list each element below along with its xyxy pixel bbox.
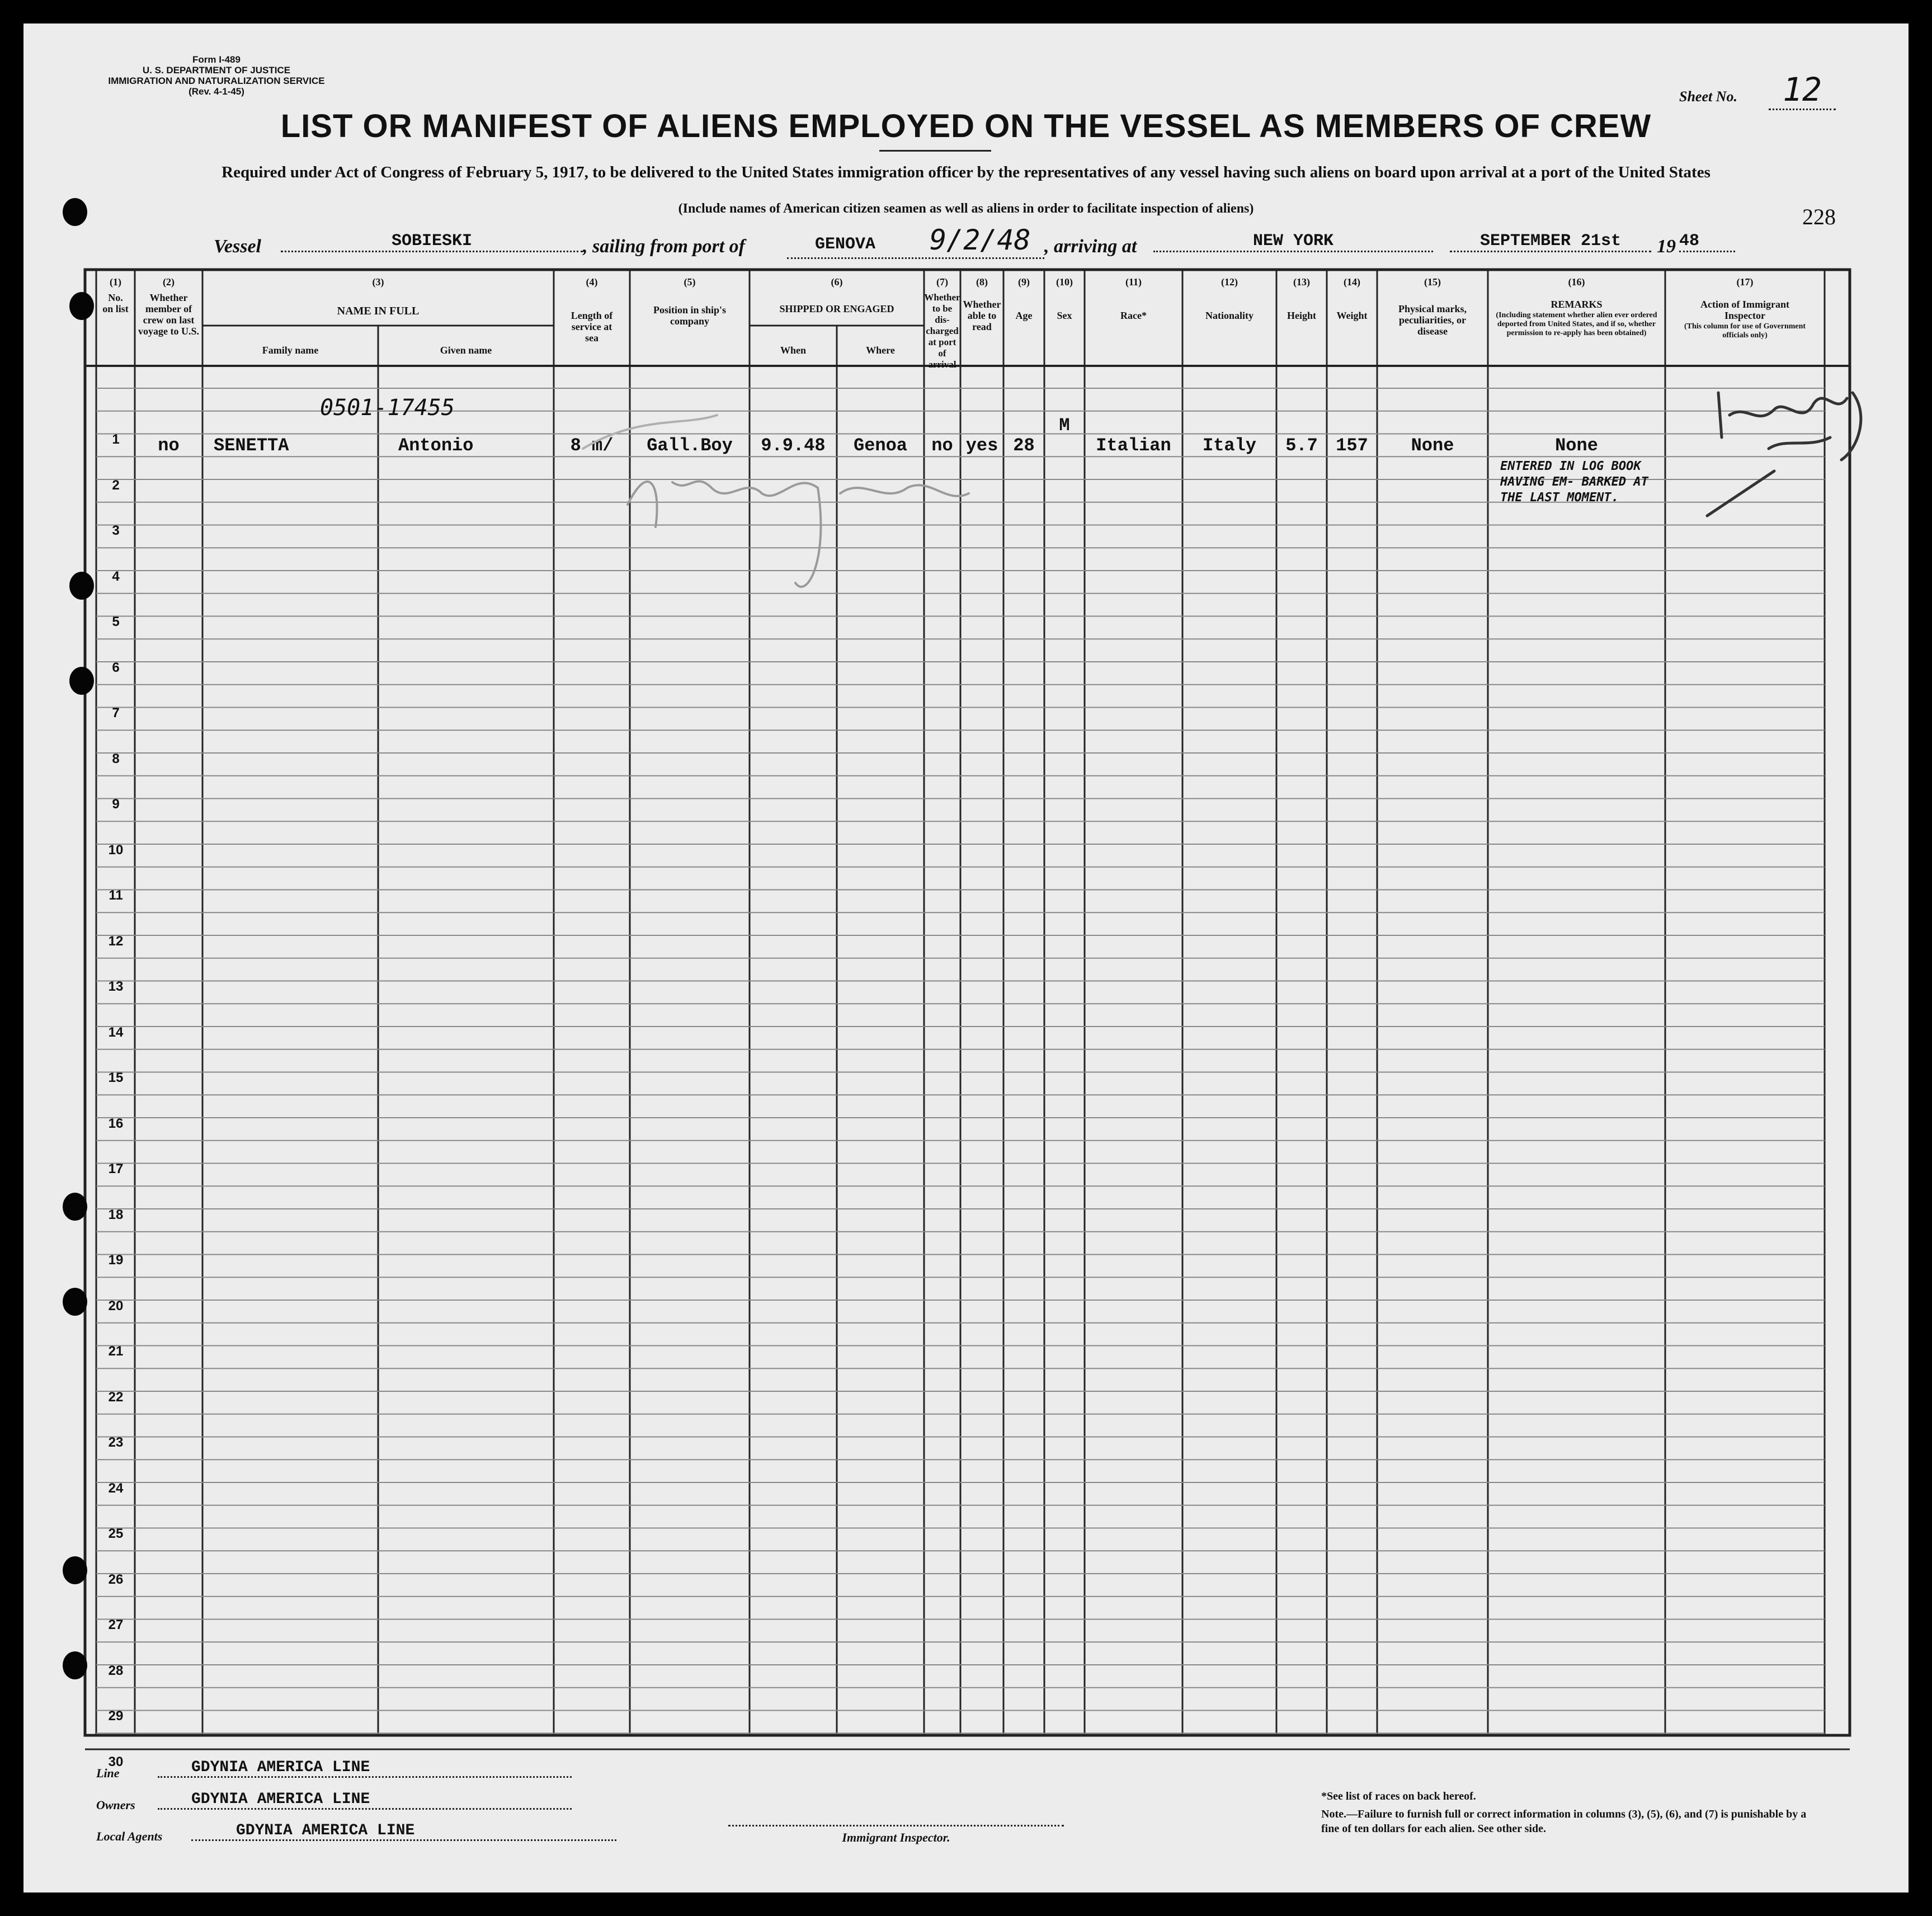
port-date: 9/2/48 (930, 224, 1031, 256)
col9-num: (9) (1018, 276, 1030, 288)
entry-sex: M (1059, 415, 1070, 436)
row-number: 20 (108, 1298, 124, 1314)
col5-label: Position in ship's company (653, 304, 727, 327)
row-number: 21 (108, 1344, 124, 1359)
manifest-sheet (23, 23, 1909, 1893)
row-number: 13 (108, 979, 124, 994)
entry-marks: None (1411, 435, 1454, 456)
row-number: 18 (108, 1207, 124, 1222)
entry-weight: 157 (1336, 435, 1368, 456)
col14-label: Weight (1336, 310, 1368, 321)
row-number: 3 (112, 523, 120, 538)
entry-family-name: SENETTA (214, 435, 289, 456)
sailing-label: , sailing from port of (583, 236, 745, 257)
row-number: 4 (112, 568, 120, 584)
col14-num: (14) (1344, 276, 1360, 288)
col13-num: (13) (1293, 276, 1310, 288)
row-number: 16 (108, 1115, 124, 1131)
agents-label: Local Agents (96, 1829, 163, 1843)
port: GENOVA (815, 235, 876, 254)
col16-num: (16) (1568, 276, 1585, 288)
inspector-signature-line (728, 1825, 1064, 1826)
punch-hole (63, 1651, 87, 1679)
row-number: 26 (108, 1571, 124, 1587)
owners-label: Owners (96, 1798, 135, 1812)
col17-sub: (This column for use of Government officials only) (1684, 322, 1806, 340)
arrival-port: NEW YORK (1153, 232, 1433, 252)
col17-num: (17) (1736, 276, 1754, 288)
races-note: *See list of races on back hereof. (1321, 1790, 1476, 1802)
penalty-note: Note.—Failure to furnish full or correct information in columns (3), (5), (6), and (7) is punishable by a fine of ten dollars for each alien. See other side. (1321, 1808, 1807, 1835)
punch-hole (63, 1288, 87, 1316)
punch-hole (63, 198, 87, 226)
col4-label: Length of service at sea (571, 310, 613, 343)
row-number: 7 (112, 705, 120, 721)
sheet-label: Sheet No. (1679, 88, 1737, 105)
row-number: 8 (112, 751, 120, 766)
form-number: Form I-489 (192, 54, 241, 65)
punch-hole (69, 572, 94, 600)
entry-where: Genoa (853, 435, 907, 456)
row-number: 27 (108, 1617, 124, 1632)
entry-given-name: Antonio (398, 435, 474, 456)
col8-num: (8) (976, 276, 988, 288)
entry-race: Italian (1096, 435, 1171, 456)
punch-hole (69, 667, 94, 695)
row-number: 11 (109, 888, 123, 903)
col15-label: Physical marks, peculiarities, or disease (1398, 303, 1467, 337)
owners-name: GDYNIA AMERICA LINE (158, 1791, 572, 1810)
arrival-date: SEPTEMBER 21st (1450, 232, 1651, 252)
when-header: When (780, 345, 806, 356)
punch-hole (63, 1556, 87, 1584)
col10-label: Sex (1057, 310, 1072, 321)
service-name: IMMIGRATION AND NATURALIZATION SERVICE (108, 76, 325, 86)
row-number: 19 (108, 1253, 124, 1268)
row-number: 29 (108, 1708, 124, 1724)
row-number: 28 (108, 1663, 124, 1678)
col16-sub: (Including statement whether alien ever ordered deported from United States, and if so, whether permission to re-apply has been obtained) (1496, 311, 1657, 337)
family-name-header: Family name (262, 345, 319, 356)
vessel-label: Vessel (214, 236, 261, 257)
arriving-label: , arriving at (1044, 236, 1137, 257)
entry-remarks: None (1555, 435, 1598, 456)
col6-label: SHIPPED OR ENGAGED (779, 303, 894, 314)
sheet-number: 12 (1769, 70, 1836, 110)
inspector-label: Immigrant Inspector. (842, 1830, 950, 1844)
given-name-header: Given name (440, 345, 492, 356)
col2-label: Whether member of crew on last voyage to U.S. (138, 292, 199, 337)
row-number: 12 (108, 933, 124, 949)
entry-age: 28 (1013, 435, 1035, 456)
col11-label: Race* (1120, 310, 1147, 321)
entry-when: 9.9.48 (761, 435, 826, 456)
col16-label: REMARKS (1551, 299, 1603, 310)
col1-num: (1) (110, 276, 121, 288)
col8-label: Whether able to read (963, 299, 1001, 332)
col15-num: (15) (1424, 276, 1441, 288)
year-prefix: 19 (1657, 236, 1676, 257)
row-number: 10 (108, 842, 124, 858)
row-number: 30 (108, 1754, 124, 1769)
row-number: 9 (112, 797, 120, 812)
row-number: 6 (112, 660, 120, 675)
revision: (Rev. 4-1-45) (189, 86, 244, 97)
line-label: Line (96, 1766, 120, 1780)
col7-num: (7) (936, 276, 948, 288)
row-number: 22 (108, 1389, 124, 1405)
year: 48 (1679, 232, 1735, 252)
col11-num: (11) (1125, 276, 1142, 288)
line-name: GDYNIA AMERICA LINE (158, 1759, 572, 1778)
col9-label: Age (1015, 310, 1033, 321)
row-number: 14 (108, 1024, 124, 1040)
col5-num: (5) (684, 276, 696, 288)
col4-num: (4) (586, 276, 598, 288)
include-note: (Include names of American citizen seamen as well as aliens in order to facilitate inspection of aliens) (678, 201, 1254, 216)
inspector-signature (1707, 393, 1861, 516)
col17-label: Action of Immigrant Inspector (1700, 299, 1789, 321)
col12-label: Nationality (1205, 310, 1254, 321)
entry-last-voyage: no (158, 435, 180, 456)
faint-pencil-signature (583, 415, 969, 587)
entry-nationality: Italy (1202, 435, 1256, 456)
row-number: 15 (108, 1070, 124, 1085)
vessel-name: SOBIESKI (281, 232, 583, 252)
entry-remarks-note: ENTERED IN LOG BOOK HAVING EM- BARKED AT THE LAST MOMENT. (1500, 459, 1648, 505)
punch-hole (63, 1193, 87, 1221)
department: U. S. DEPARTMENT OF JUSTICE (142, 65, 291, 76)
col10-num: (10) (1056, 276, 1073, 288)
col3-num: (3) (372, 276, 384, 288)
entry-read: yes (965, 435, 998, 456)
where-header: Where (866, 345, 895, 356)
col12-num: (12) (1221, 276, 1238, 288)
row-number: 2 (112, 477, 120, 493)
punch-hole (69, 292, 94, 320)
page-title: LIST OR MANIFEST OF ALIENS EMPLOYED ON THE VESSEL AS MEMBERS OF CREW (280, 108, 1652, 144)
entry-height: 5.7 (1285, 435, 1318, 456)
row-number: 17 (108, 1161, 124, 1176)
row-number: 1 (112, 432, 120, 447)
row-number: 23 (108, 1435, 124, 1450)
col6-num: (6) (831, 276, 843, 288)
row-number: 5 (112, 614, 120, 629)
col13-label: Height (1287, 310, 1316, 321)
col3-label: NAME IN FULL (337, 305, 420, 317)
entry-position: Gall.Boy (647, 435, 733, 456)
col1-label: No. on list (102, 292, 129, 314)
row-number: 25 (108, 1526, 124, 1541)
entry-service: 8 m/ (570, 435, 614, 456)
requirement-text: Required under Act of Congress of February 5, 1917, to be delivered to the United States immigration officer by the representatives of any vessel having such aliens on board upon arrival at a port of the United States (222, 163, 1710, 181)
file-number: 0501-17455 (320, 395, 455, 421)
entry-discharged: no (931, 435, 953, 456)
col2-num: (2) (163, 276, 175, 288)
row-number: 24 (108, 1480, 124, 1496)
col7-label: Whether to be dis-charged at port of arrival (924, 292, 960, 370)
stamp-number: 228 (1802, 204, 1836, 229)
agents-name: GDYNIA AMERICA LINE (191, 1822, 616, 1841)
handwriting-marks (23, 23, 1909, 1893)
